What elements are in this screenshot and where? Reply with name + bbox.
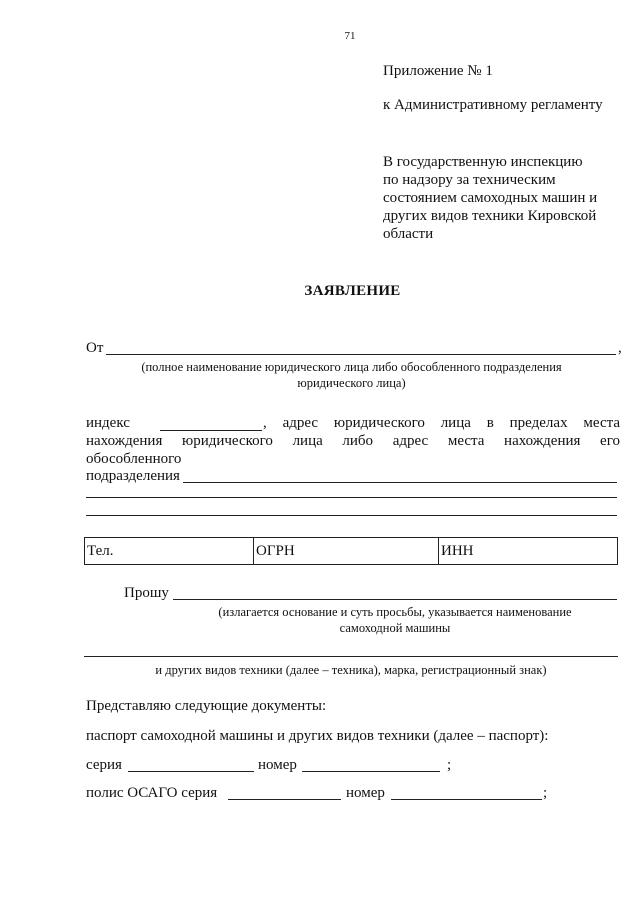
number-label: номер [258,757,297,773]
ogrn-cell[interactable]: ОГРН [254,538,439,565]
phone-cell[interactable]: Тел. [85,538,254,565]
from-caption-line-2: юридического лица) [297,376,406,390]
passport-label: паспорт самоходной машины и других видов техники (далее – паспорт): [86,728,549,744]
request-label: Прошу [124,585,169,601]
request-field-line-2[interactable] [84,656,618,657]
osago-number-field-line[interactable] [391,799,542,800]
request-field-line[interactable] [173,599,617,600]
osago-series-field-line[interactable] [228,799,341,800]
address-text-1: , адрес юридического лица в пределах места [263,415,620,431]
request-caption-line-1: (излагается основание и суть просьбы, указывается наименование [218,605,572,619]
osago-end-semicolon: ; [543,785,548,801]
index-field-line[interactable] [160,430,262,431]
series-field-line[interactable] [128,771,254,772]
from-field-line[interactable] [106,354,616,355]
addressee-line: состоянием самоходных машин и [383,190,598,206]
from-caption-line-1: (полное наименование юридического лица либо обособленного подразделения [141,360,562,374]
addressee-line: по надзору за техническим [383,172,556,188]
request-caption-line-2: самоходной машины [339,621,451,635]
subdivision-label: подразделения [86,468,180,484]
series-end-semicolon: ; [447,757,452,773]
page-number: 71 [344,30,356,42]
appendix-number: Приложение № 1 [383,63,493,79]
from-label: От [86,340,104,356]
from-caption [84,359,619,391]
request-caption-line-3: и других видов техники (далее – техника), марка, регистрационный знак) [155,663,547,677]
addressee-line: других видов техники Кировской [383,208,597,224]
from-trailing-comma: , [618,340,622,356]
index-label: индекс [86,415,130,431]
requisites-table [84,537,618,565]
address-text-3: обособленного [86,451,182,467]
addressee-block [383,153,623,243]
request-caption [185,604,605,636]
series-label: серия [86,757,122,773]
document-title: ЗАЯВЛЕНИЕ [304,283,401,299]
address-text-2: нахождения юридического лица либо адрес места нахождения его [86,433,620,449]
appendix-regulation: к Административному регламенту [383,97,603,113]
address-field-line-1[interactable] [183,482,617,483]
inn-cell[interactable]: ИНН [439,538,618,565]
address-field-line-3[interactable] [86,515,617,516]
addressee-line: В государственную инспекцию [383,154,583,170]
address-field-line-2[interactable] [86,497,617,498]
osago-number-label: номер [346,785,385,801]
addressee-line: области [383,226,434,242]
documents-intro: Представляю следующие документы: [86,698,327,714]
osago-series-label: полис ОСАГО серия [86,785,218,801]
number-field-line[interactable] [302,771,440,772]
